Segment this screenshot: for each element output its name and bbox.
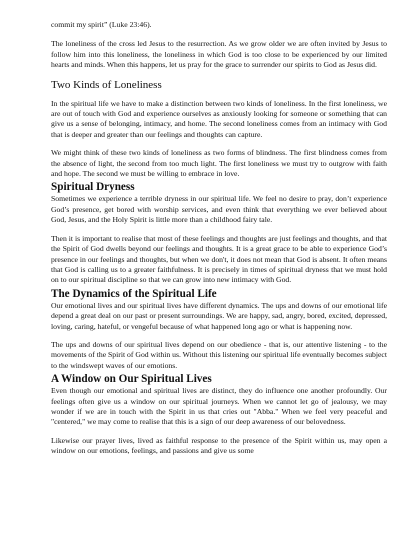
heading-two-kinds-loneliness: Two Kinds of Loneliness: [51, 78, 162, 91]
heading-window: A Window on Our Spiritual Lives: [51, 373, 212, 386]
paragraph-prayer-lives: Likewise our prayer lives, lived as faithful response to the presence of the Spirit within us, may open a window on our emotions, feelings, and passions and give us some: [51, 435, 387, 456]
paragraph-dryness: Sometimes we experience a terrible dryness in our spiritual life. We feel no desire to pray, don’t experience God’s presence, get bored with worship services, and even think that everything we ever believed about God, Jesus, and the Holy Spirit is little more than a childhood fairy tale.: [51, 194, 387, 225]
paragraph-ups-downs: The ups and downs of our spiritual lives depend on our obedience - that is, our attentive listening - to the movements of the Spirit of God within us. Without this listening our spiritual life eventually becomes subject to the windswept waves of our emotions.: [51, 339, 387, 370]
paragraph-blindness: We might think of these two kinds of loneliness as two forms of blindness. The first blindness comes from the absence of light, the second from too much light. The first loneliness we must try to outgrow with faith and hope. The second we must be willing to embrace in love.: [51, 148, 387, 179]
paragraph-quote-end: commit my spirit” (Luke 23:46).: [51, 20, 152, 29]
heading-dynamics: The Dynamics of the Spiritual Life: [51, 287, 217, 300]
paragraph-emotional-spiritual: Our emotional lives and our spiritual lives have different dynamics. The ups and downs of our emotional life depend a great deal on our past or present surroundings. We are happy, sad, angry, bored, excited, depressed, loving, caring, hateful, or vengeful because of what happened long ago or what is happening now.: [51, 300, 387, 331]
paragraph-loneliness-cross: The loneliness of the cross led Jesus to the resurrection. As we grow older we are often invited by Jesus to follow him into this loneliness, the loneliness in which God is too close to be experienced by our limited hearts and minds. When this happens, let us pray for the grace to surrender our spirits to God as Jesus did.: [51, 39, 387, 70]
paragraph-realise: Then it is important to realise that most of these feelings and thoughts are just feelings and thoughts, and that the Spirit of God dwells beyond our feelings and thoughts. It is a great grace to be able to experience God’s presence in our feelings and thoughts, but when we don't, it does not mean that God is absent. It often means that God is calling us to a greater faithfulness. It is precisely in times of spiritual dryness that we must hold on to our spiritual discipline so that we can grow into new intimacy with God.: [51, 233, 387, 285]
paragraph-distinction: In the spiritual life we have to make a distinction between two kinds of loneliness. In the first loneliness, we are out of touch with God and experience ourselves as anxiously looking for someone or something that can give us a sense of belonging, intimacy, and home. The second loneliness comes from an intimacy with God that is deeper and greater than our feelings and thoughts can capture.: [51, 98, 387, 139]
paragraph-influence: Even though our emotional and spiritual lives are distinct, they do influence one another profoundly. Our feelings often give us a window on our spiritual journeys. When we cannot let go of jealousy, we may wonder if we are in touch with the Spirit in us that cries out "Abba." When we feel very peaceful and "centered," we may come to realise that this is a sign of our deep awareness of our belovedness.: [51, 386, 387, 427]
heading-spiritual-dryness: Spiritual Dryness: [51, 181, 135, 194]
